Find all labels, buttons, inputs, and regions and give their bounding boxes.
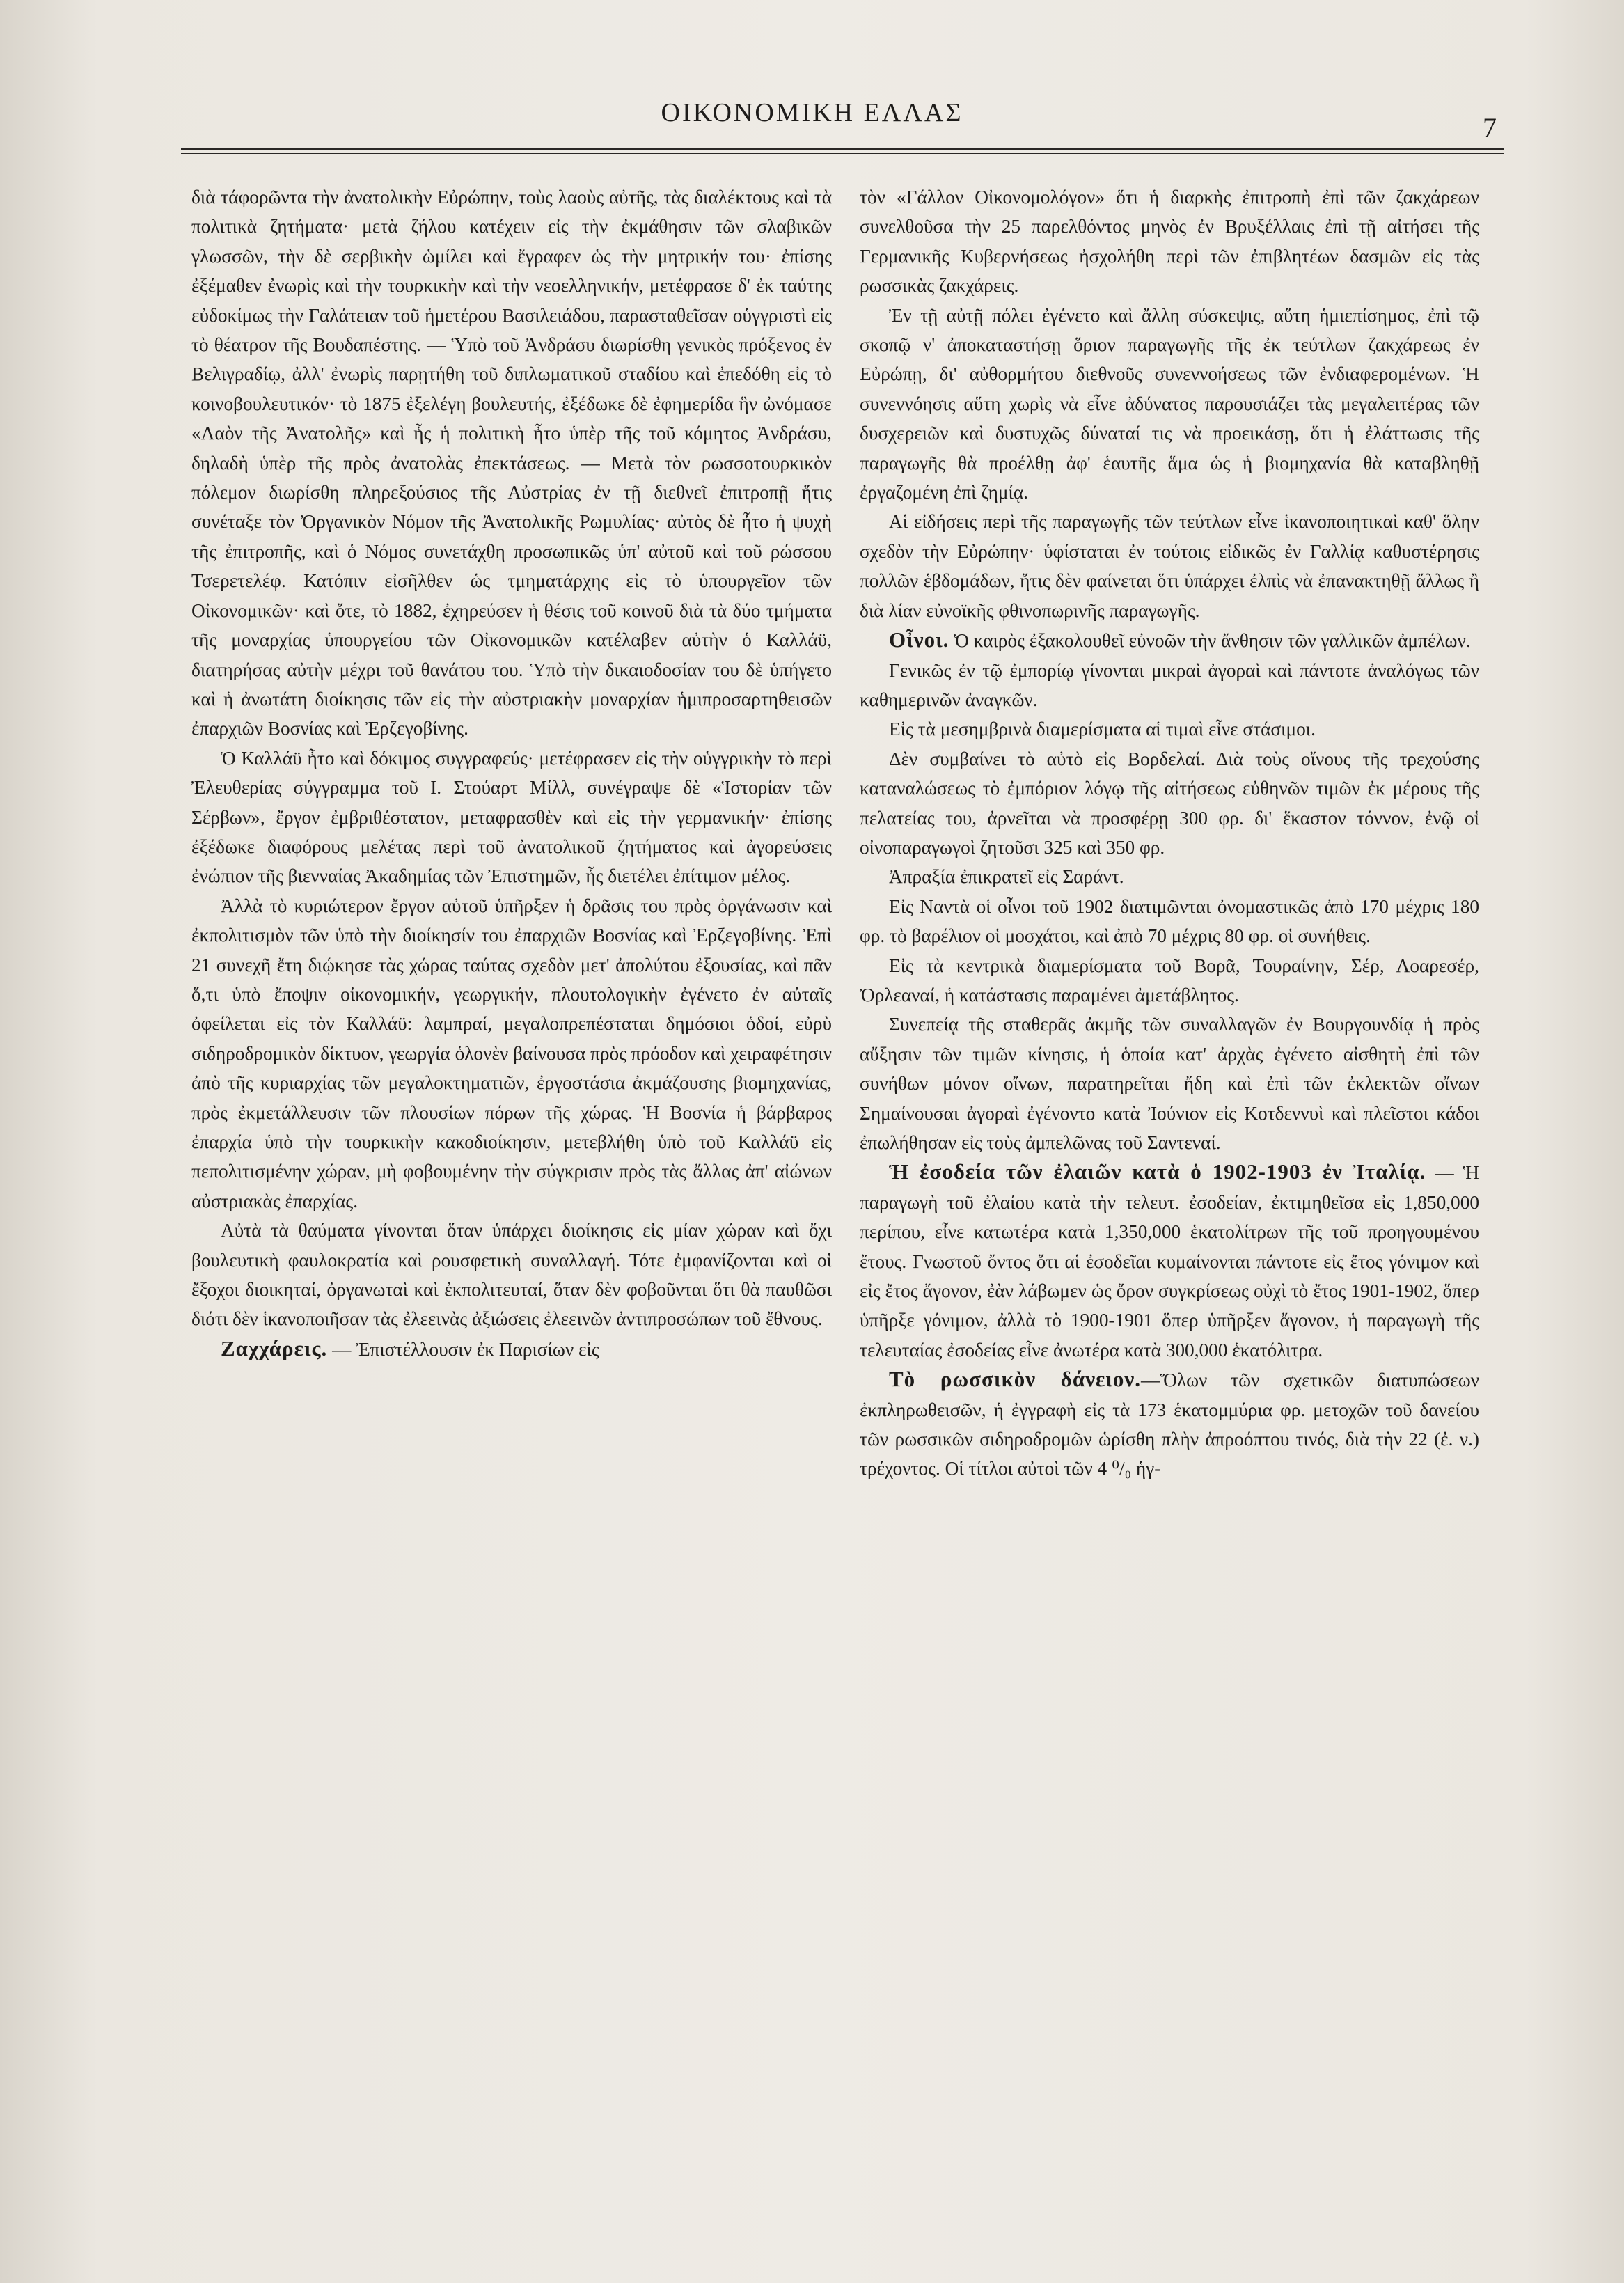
- paragraph: διὰ τάφορῶντα τὴν ἀνατολικὴν Εὐρώπην, τοὺς λαοὺς αὐτῆς, τὰς διαλέκτους καὶ τὰ πολιτικὰ ζητήματα· μετὰ ζήλου κατέχειν εἰς τὴν ἐκμάθησιν τῶν σλαβικῶν γλωσσῶν, τὴν δὲ σερβικὴν ὡμίλει καὶ ἔγραφεν ὡς τὴν μητρικήν του· ἐπίσης ἐξέμαθεν ἐνωρὶς καὶ τὴν τουρκικὴν καὶ τὴν νεοελληνικήν, μετέφρασε δ' ἐκ ταύτης εὐδοκίμως τὴν Γαλάτειαν τοῦ ἡμετέρου Βασιλειάδου, παρασταθεῖσαν οὑγγριστὶ εἰς τὸ θέατρον τῆς Βουδαπέστης. — Ὑπὸ τοῦ Ἀνδράσυ διωρίσθη γενικὸς πρόξενος ἐν Βελιγραδίῳ, ἀλλ' ἐνωρὶς παρῃτήθη τοῦ διπλωματικοῦ σταδίου καὶ ἐπεδόθη εἰς τὸ κοινοβουλευτικόν· τὸ 1875 ἐξελέγη βουλευτής, ἐξέδωκε δὲ ἐφημερίδα ἣν ὠνόμασε «Λαὸν τῆς Ἀνατολῆς» καὶ ἧς ἡ πολιτικὴ ἦτο ὑπὲρ τῆς τοῦ κόμητος Ἀνδράσυ, δηλαδὴ ὑπὲρ τῆς πρὸς ἀνατολὰς ἐπεκτάσεως. — Μετὰ τὸν ρωσσοτουρκικὸν πόλεμον διωρίσθη πληρεξούσιος τῆς Αὐστρίας ἐν τῇ διεθνεῖ ἐπιτροπῇ ἥτις συνέταξε τὸν Ὀργανικὸν Νόμον τῆς Ἀνατολικῆς Ρωμυλίας· αὐτὸς δὲ ἦτο ἡ ψυχὴ τῆς ἐπιτροπῆς, καὶ ὁ Νόμος συνετάχθη προσωπικῶς ὑπ' αὐτοῦ καὶ τοῦ ρώσσου Τσερετελέφ. Κατόπιν εἰσῆλθεν ὡς τμηματάρχης εἰς τὸ ὑπουργεῖον τῶν Οἰκονομικῶν· καὶ ὅτε, τὸ 1882, ἐχηρεύσεν ἡ θέσις τοῦ κοινοῦ διὰ τὰ δύο τμήματα τῆς μοναρχίας ὑπουργείου τῶν Οἰκονομικῶν κατέλαβεν αὐτὴν ὁ Καλλάϋ, διατηρήσας αὐτὴν μέχρι τοῦ θανάτου του. Ὑπὸ τὴν δικαιοδοσίαν του δὲ ὑπήγετο καὶ ἡ ἀνωτάτη διοίκησις τῶν εἰς τὴν αὐστριακὴν μοναρχίαν ἡμιπροσαρτηθεισῶν ἐπαρχιῶν Βοσνίας καὶ Ἐρζεγοβίνης.: [191, 187, 832, 739]
- paragraph: Συνεπείᾳ τῆς σταθερᾶς ἀκμῆς τῶν συναλλαγῶν ἐν Βουργουνδίᾳ ἡ πρὸς αὔξησιν τῶν τιμῶν κίνησις, ἡ ὁποία κατ' ἀρχὰς ἐγένετο αἰσθητὴ ἐπὶ τῶν συνήθων μόνον οἴνων, παρατηρεῖται ἤδη καὶ ἐπὶ τῶν ἐκλεκτῶν οἴνων Σημαίνουσαι ἀγοραὶ ἐγένοντο κατὰ Ἰούνιον εἰς Κοτδεννυὶ καὶ πλεῖστοι κάδοι ἐπωλήθησαν εἰς τοὺς ἀμπελῶνας τοῦ Σαντεναί.: [860, 1014, 1479, 1153]
- paragraph-russian-loan: [860, 1365, 1479, 1484]
- header-rule: [181, 148, 1504, 154]
- left-column: [191, 182, 832, 1364]
- paragraph: Εἰς τὰ μεσημβρινὰ διαμερίσματα αἱ τιμαὶ εἶνε στάσιμοι.: [889, 719, 1316, 740]
- paragraph-text: Ὁ καιρὸς ἐξακολουθεῖ εὐνοῶν τὴν ἄνθησιν τῶν γαλλικῶν ἀμπέλων.: [949, 630, 1471, 652]
- paragraph-sugar: [191, 1334, 832, 1364]
- running-title: ΟΙΚΟΝΟΜΙΚΗ ΕΛΛΑΣ: [661, 98, 963, 127]
- paragraph-wines: [860, 625, 1479, 655]
- paragraph: Ὁ Καλλάϋ ἦτο καὶ δόκιμος συγγραφεύς· μετέφρασεν εἰς τὴν οὑγγρικὴν τὸ περὶ Ἐλευθερίας σύγγραμμα τοῦ Ι. Στούαρτ Μίλλ, συνέγραψε δὲ «Ἱστορίαν τῶν Σέρβων», ἔργον ἐμβριθέστατον, μεταφρασθὲν καὶ εἰς τὴν γερμανικήν· ἐπίσης ἐξέδωκε διαφόρους μελέτας περὶ τοῦ ἀνατολικοῦ ζητήματος καὶ ἀγορεύσεις ἐνώπιον τῆς βιενναίας Ἀκαδημίας τῶν Ἐπιστημῶν, ἧς διετέλει ἐπίτιμον μέλος.: [191, 747, 832, 887]
- paragraph-text: —Ὅλων τῶν σχετικῶν διατυπώσεων ἐκπληρωθεισῶν, ἡ ἐγγραφὴ εἰς τὰ 173 ἑκατομμύρια φρ. μετοχῶν τοῦ δανείου τῶν ρωσσικῶν σιδηροδρομῶν ὡρίσθη πλὴν ἀπροόπτου τινός, διὰ τὴν 22 (ἐ. ν.) τρέχοντος. Οἱ τίτλοι αὐτοὶ τῶν 4 ⁰/₀ ἡγ-: [860, 1370, 1480, 1480]
- paragraph: Εἰς τὰ κεντρικὰ διαμερίσματα τοῦ Βορᾶ, Τουραίνην, Σέρ, Λοαρεσέρ, Ὀρλεαναί, ἡ κατάστασις παραμένει ἀμετάβλητος.: [860, 955, 1479, 1005]
- paragraph: Ἀλλὰ τὸ κυριώτερον ἔργον αὐτοῦ ὑπῆρξεν ἡ δρᾶσις του πρὸς ὀργάνωσιν καὶ ἐκπολιτισμὸν τῶν ὑπὸ τὴν διοίκησίν του ἐπαρχιῶν Βοσνίας καὶ Ἐρζεγοβίνης. Ἐπὶ 21 συνεχῆ ἔτη διῴκησε τὰς χώρας ταύτας σχεδὸν μετ' ἀπολύτου ἐξουσίας, καὶ πᾶν ὅ,τι ὑπὸ ἔποψιν οἰκονομικήν, γεωργικήν, πλουτολογικὴν ἐγένετο ἐν αὐταῖς ὀφείλεται εἰς τὸν Καλλάϋ: λαμπραί, μεγαλοπρεπέσταται δημόσιοι ὁδοί, εὐρὺ σιδηροδρομικὸν δίκτυον, γεωργία ὁλονὲν βαίνουσα πρὸς πρόοδον καὶ χειραφέτησιν ἀπὸ τῆς κυριαρχίας τῶν μεγαλοκτηματιῶν, ἐργοστάσια ἀκμάζουσης βιομηχανίας, πρὸς ἐκμετάλλευσιν τῶν πλουσίων πόρων τῆς χώρας. Ἡ Βοσνία ἡ βάρβαρος ἐπαρχία ὑπὸ τὴν τουρκικὴν κακοδιοίκησιν, μετεβλήθη ὑπὸ τοῦ Καλλάϋ εἰς πεπολιτισμένην χώραν, μὴ φοβουμένην τὴν σύγκρισιν πρὸς τὰς ἄλλας ἀπ' αἰώνων αὐστριακὰς ἐπαρχίας.: [191, 895, 832, 1211]
- paragraph: Ἀπραξία ἐπικρατεῖ εἰς Σαράντ.: [889, 866, 1124, 888]
- paragraph: Ἐν τῇ αὐτῇ πόλει ἐγένετο καὶ ἄλλη σύσκεψις, αὕτη ἡμιεπίσημος, ἐπὶ τῷ σκοπῷ ν' ἀποκαταστήσῃ ὅριον παραγωγῆς τῆς ἐκ τεύτλων ζακχάρεως ἐν Εὐρώπῃ, δι' αὐθορμήτου διεθνοῦς συνεννοήσεως τῶν ἐνδιαφερομένων. Ἡ συνεννόησις αὕτη χωρὶς νὰ εἶνε ἀδύνατος παρουσιάζει τὰς μεγαλειτέρας τῶν δυσχερειῶν καὶ δυστυχῶς δύναταί τις νὰ προεικάσῃ, ὅτι ἡ ἐλάττωσις τῆς παραγωγῆς θὰ προέλθῃ ἀφ' ἑαυτῆς ἅμα ὡς ἡ βιομηχανία θὰ καταβληθῇ ἐργαζομένη ἐπὶ ζημίᾳ.: [860, 304, 1479, 503]
- paragraph: τὸν «Γάλλον Οἰκονομολόγον» ὅτι ἡ διαρκὴς ἐπιτροπὴ ἐπὶ τῶν ζακχάρεων συνελθοῦσα τὴν 25 παρελθόντος μηνὸς ἐν Βρυξέλλαις ἐπὶ τῇ αἰτήσει τῆς Γερμανικῆς Κυβερνήσεως ἠσχολήθη περὶ τῶν ἐπιβλητέων δασμῶν εἰς τὰς ρωσσικὰς ζακχάρεις.: [860, 187, 1479, 297]
- paragraph: Δὲν συμβαίνει τὸ αὐτὸ εἰς Βορδελαί. Διὰ τοὺς οἴνους τῆς τρεχούσης καταναλώσεως τὸ ἐμπόριον λόγῳ τῆς αἰτήσεως εὐθηνῶν τιμῶν ἐκ μέρους τῆς πελατείας του, ἀρνεῖται νὰ προσφέρῃ 300 φρ. δι' ἕκαστον τόννον, ἐνῷ οἱ οἰνοπαραγωγοὶ ζητοῦσι 325 καὶ 350 φρ.: [860, 748, 1479, 858]
- run-in-heading: Οἶνοι.: [889, 627, 949, 652]
- run-in-heading: Τὸ ρωσσικὸν δάνειον.: [889, 1367, 1142, 1392]
- paragraph-olive-oil: [860, 1157, 1479, 1365]
- paragraph: Εἰς Ναντὰ οἱ οἶνοι τοῦ 1902 διατιμῶνται ὀνομαστικῶς ἀπὸ 170 μέχρις 180 φρ. τὸ βαρέλιον οἱ μοσχάτοι, καὶ ἀπὸ 70 μέχρις 80 φρ. οἱ συνήθεις.: [860, 895, 1479, 947]
- run-in-heading: Ζαχχάρεις.: [221, 1335, 328, 1360]
- paragraph-text: — Ἐπιστέλλουσιν ἐκ Παρισίων εἰς: [327, 1338, 599, 1360]
- paragraph: Γενικῶς ἐν τῷ ἐμπορίῳ γίνονται μικραὶ ἀγοραὶ καὶ πάντοτε ἀναλόγως τῶν καθημερινῶν ἀναγκῶν.: [860, 659, 1479, 710]
- page-number: 7: [1483, 112, 1497, 143]
- paragraph: Αἱ εἰδήσεις περὶ τῆς παραγωγῆς τῶν τεύτλων εἶνε ἱκανοποιητικαὶ καθ' ὅλην σχεδὸν τὴν Εὐρώπην· ὑφίσταται ἐν τούτοις εἰδικῶς ἐν Γαλλίᾳ καθυστέρησις πολλῶν ἑβδομάδων, ἥτις δὲν φαίνεται ὅτι ὑπάρχει ἐλπὶς νὰ ἐπανακτηθῇ ἄλλως ἢ διὰ λίαν εὐνοϊκῆς φθινοπωρινῆς παραγωγῆς.: [860, 511, 1479, 621]
- run-in-heading: Ἡ ἐσοδεία τῶν ἐλαιῶν κατὰ ὁ 1902-1903 ἐν Ἰταλίᾳ.: [889, 1159, 1426, 1184]
- paragraph-text: — Ἡ παραγωγὴ τοῦ ἐλαίου κατὰ τὴν τελευτ. ἐσοδείαν, ἐκτιμηθεῖσα εἰς 1,850,000 περίπου, εἶνε κατωτέρα κατὰ 1,350,000 ἑκατολίτρων τῆς τοῦ προηγουμένου ἔτους. Γνωστοῦ ὄντος ὅτι αἱ ἐσοδεῖαι κυμαίνονται πάντοτε εἰς ἔτος γόνιμον καὶ εἰς ἔτος ἄγονον, ἐὰν λάβωμεν ὡς ὅρον συγκρίσεως οὐχὶ τὸ ἔτος 1901-1902, ὅπερ ὑπῆρξε γόνιμον, ἀλλὰ τὸ 1900-1901 ὅπερ ὑπῆρξεν ἄγονον, ἡ παραγωγὴ τῆς τελευταίας ἐσοδείας εἶνε ἀνωτέρα κατὰ 300,000 ἑκατόλιτρα.: [860, 1162, 1479, 1360]
- right-column: [860, 182, 1479, 1484]
- paragraph: Αὐτὰ τὰ θαύματα γίνονται ὅταν ὑπάρχει διοίκησις εἰς μίαν χώραν καὶ ὄχι βουλευτικὴ φαυλοκρατία καὶ ρουσφετικὴ συναλλαγή. Τότε ἐμφανίζονται καὶ οἱ ἔξοχοι διοικηταί, ὀργανωταὶ καὶ ἐκπολιτευταί, ὅταν δὲν φοβοῦνται ὅτι θὰ παυθῶσι διότι δὲν ἱκανοποιῆσαν τὰς ἐλεεινὰς ἀξιώσεις ἐλεεινῶν ἀντιπροσώπων τοῦ ἔθνους.: [191, 1220, 832, 1330]
